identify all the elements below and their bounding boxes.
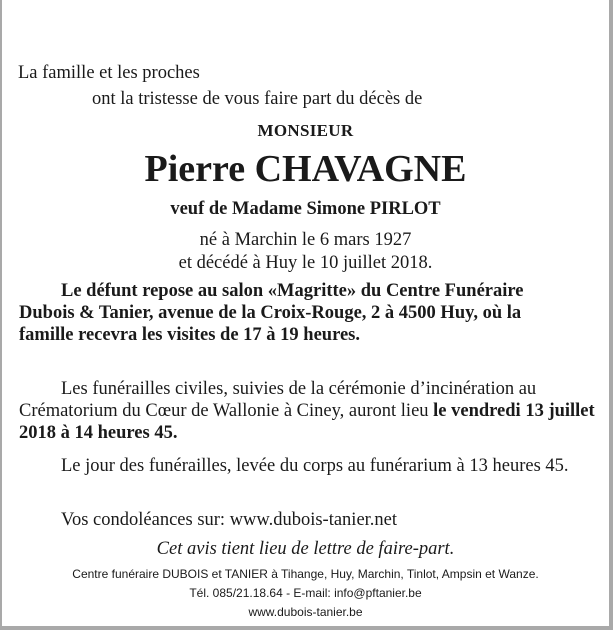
repose-paragraph: Le défunt repose au salon «Magritte» du Centre Funéraire Dubois & Tanier, avenue de la Croix-Rouge, 2 à 4500 Huy, où la famille recevra les visites de 17 à 19 heures. xyxy=(19,281,524,345)
footer-website: www.dubois-tanier.be xyxy=(248,605,363,619)
deceased-name: Pierre CHAVAGNE xyxy=(144,148,467,190)
obituary-notice xyxy=(2,0,609,626)
funeral-paragraph-text: Les funérailles civiles, suivies de la cérémonie d’incinération au Crématorium du Cœur de Wallonie à Ciney, auront lieu xyxy=(19,379,537,421)
footer-address: Centre funéraire DUBOIS et TANIER à Tihange, Huy, Marchin, Tinlot, Ampsin et Wanze. xyxy=(72,567,539,581)
funeral-date: le vendredi 13 juillet 2018 à 14 heures 45. xyxy=(19,401,595,443)
intro-line-1: La famille et les proches xyxy=(18,63,200,83)
funeral-paragraph xyxy=(19,378,597,444)
condolences-line: Vos condoléances sur: www.dubois-tanier.net xyxy=(61,510,398,530)
footer-contact: Tél. 085/21.18.64 - E-mail: info@pftanier.be xyxy=(189,586,422,600)
death-line: et décédé à Huy le 10 juillet 2018. xyxy=(178,253,433,273)
faire-part-line: Cet avis tient lieu de lettre de faire-part. xyxy=(156,539,455,559)
intro-line-2: ont la tristesse de vous faire part du décès de xyxy=(92,89,423,109)
honorific: MONSIEUR xyxy=(257,121,354,140)
spouse-line: veuf de Madame Simone PIRLOT xyxy=(170,199,441,219)
levee-paragraph: Le jour des funérailles, levée du corps au funérarium à 13 heures 45. xyxy=(61,456,569,476)
birth-line: né à Marchin le 6 mars 1927 xyxy=(199,230,412,250)
